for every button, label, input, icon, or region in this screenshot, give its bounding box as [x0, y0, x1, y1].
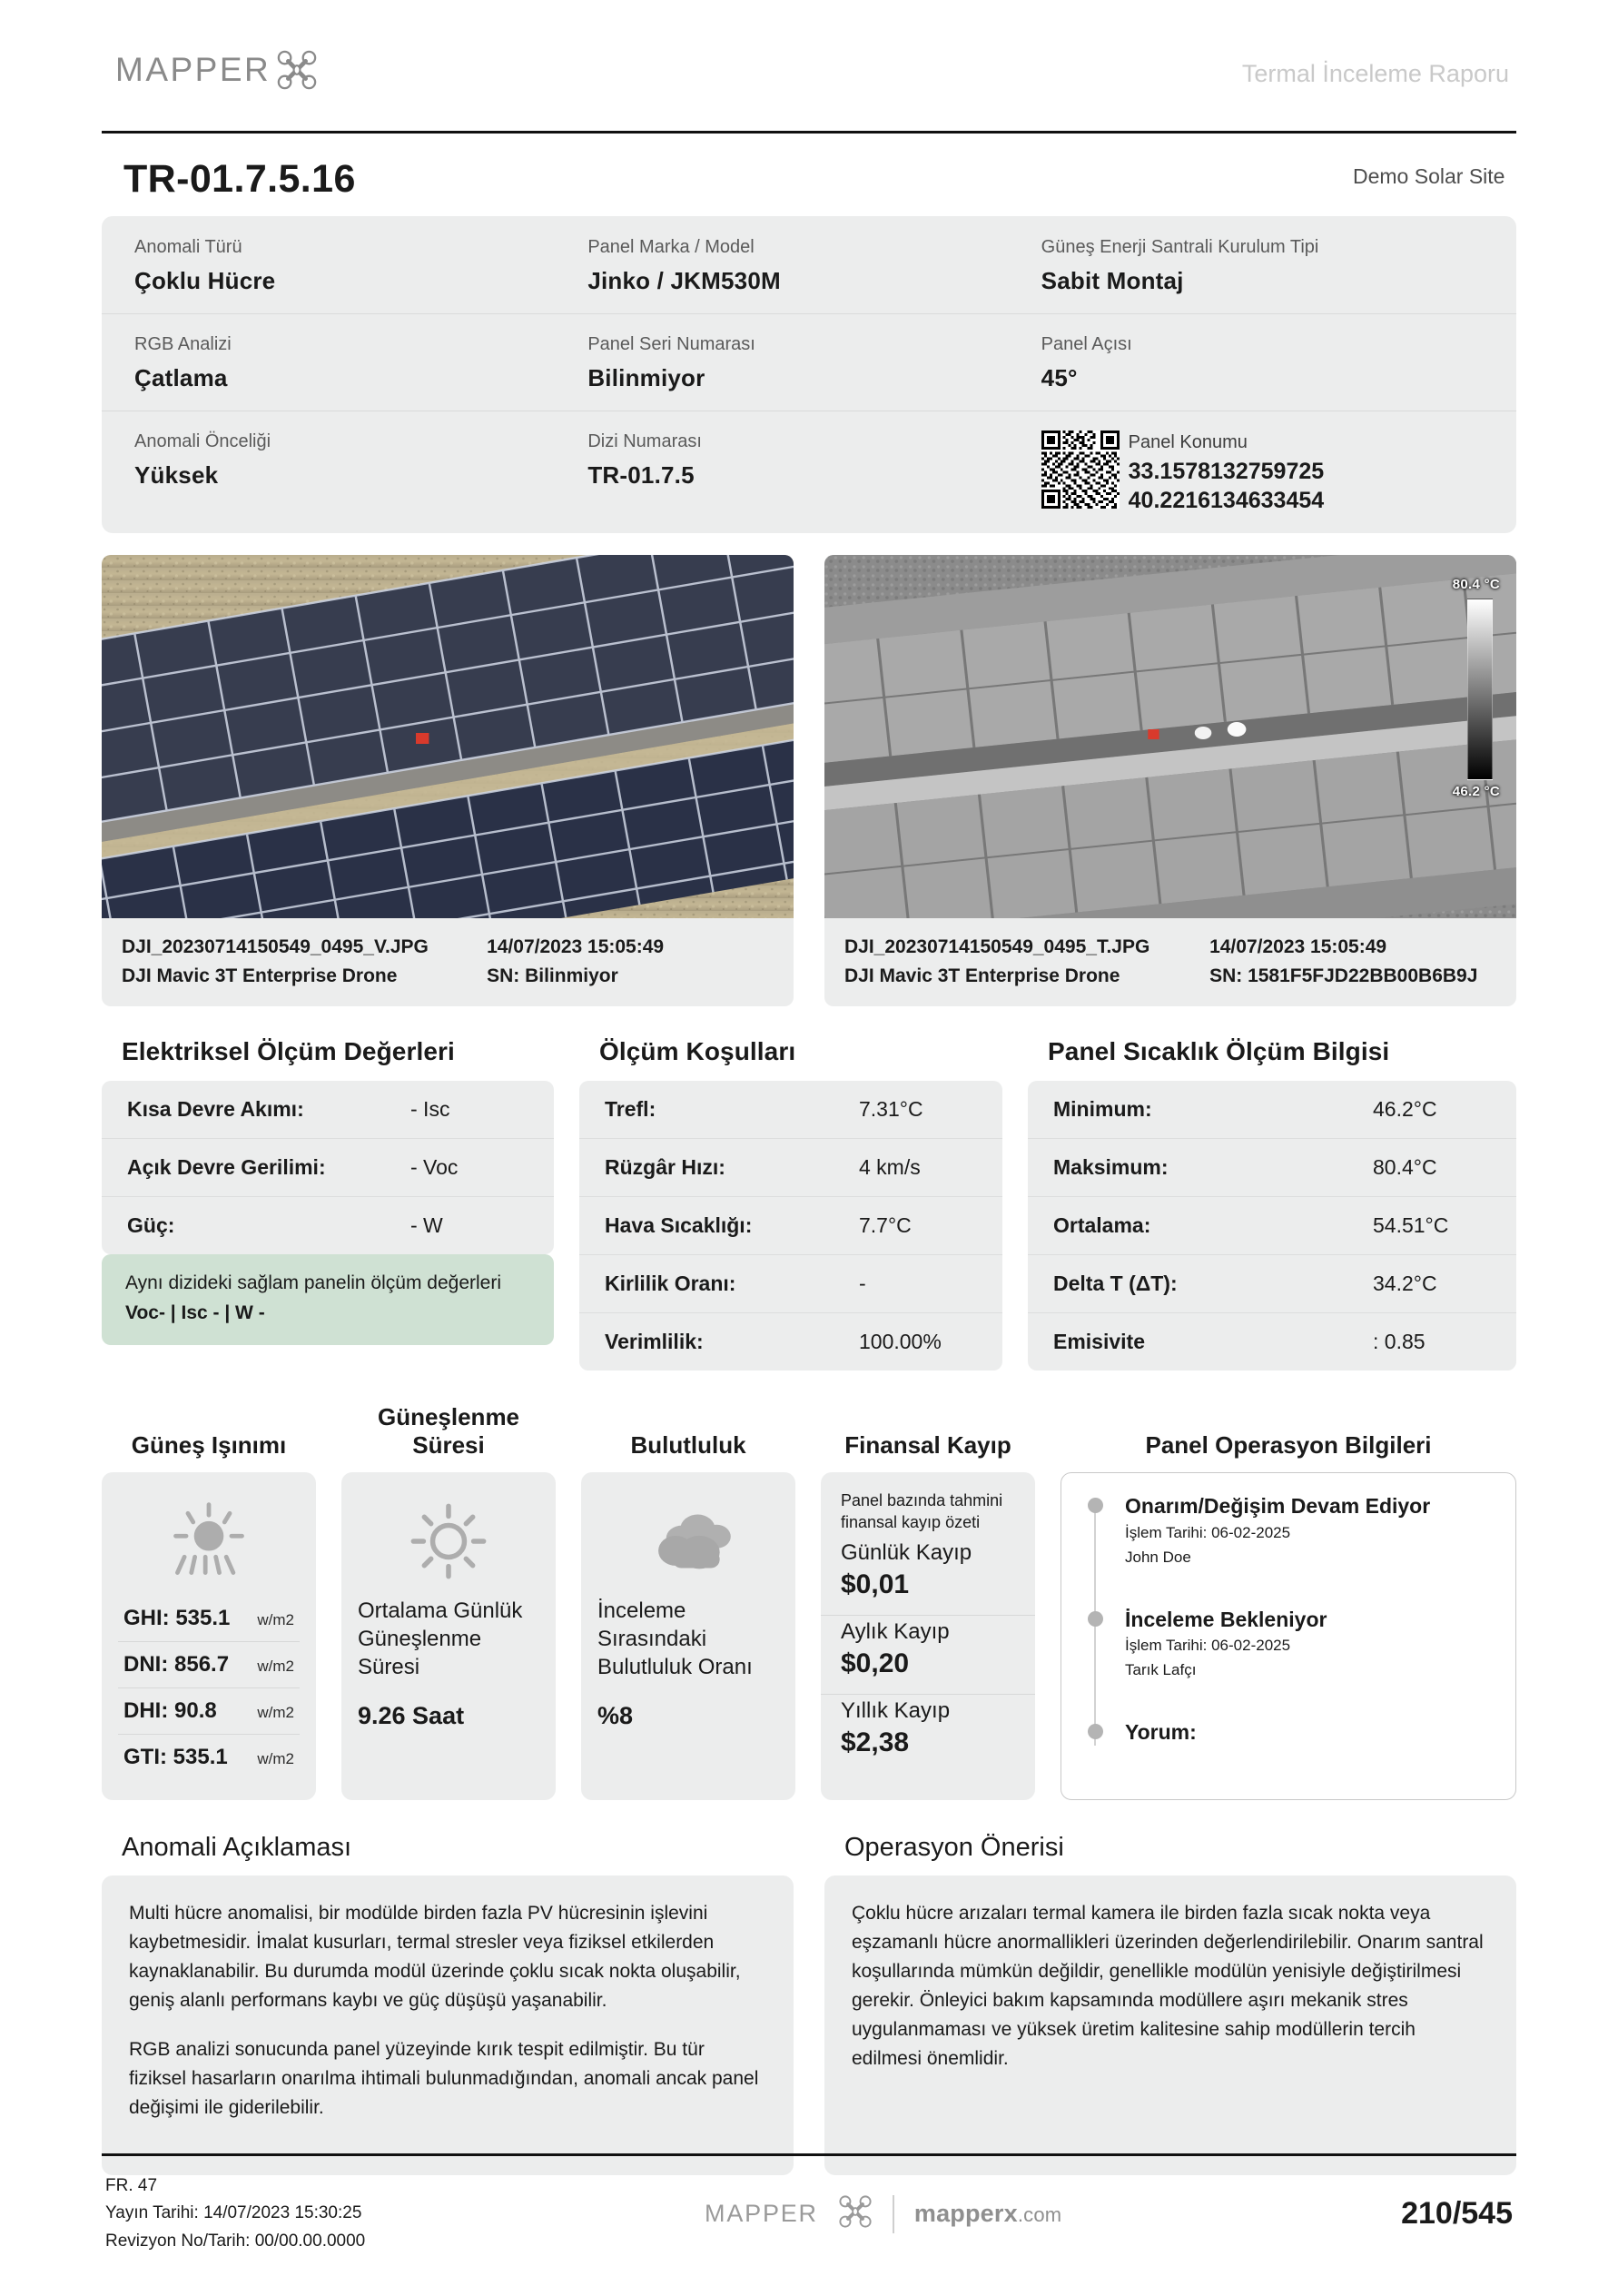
thermal-scale-max: 80.4 °C: [1452, 577, 1500, 593]
timeline-person: John Doe: [1125, 1548, 1191, 1566]
timeline-comment-label: Yorum:: [1125, 1720, 1197, 1745]
sunshine-heading: Güneşlenme Süresi: [377, 1403, 520, 1460]
financial-label: Yıllık Kayıp: [841, 1698, 951, 1724]
footer-logo-text: MAPPER: [705, 2200, 818, 2228]
footer-drone-icon: [838, 2194, 873, 2233]
row-key: Kısa Devre Akımı:: [127, 1097, 304, 1122]
conditions-table: [579, 1081, 1002, 1371]
info-label: Panel Seri Numarası: [587, 334, 755, 355]
site-name: Demo Solar Site: [1353, 164, 1505, 188]
info-label: Panel Açısı: [1041, 334, 1132, 355]
financial-label: Günlük Kayıp: [841, 1540, 972, 1566]
panel-longitude: 40.2216134633454: [1128, 488, 1325, 514]
footer-revision: Revizyon No/Tarih: 00/00.00.0000: [105, 2232, 366, 2251]
info-label: RGB Analizi: [134, 334, 232, 355]
irradiance-key: DNI: 856.7: [123, 1652, 230, 1677]
cloudiness-heading: Bulutluluk: [630, 1431, 746, 1460]
info-cell-panel-angle: [1036, 333, 1489, 392]
row-value: - Isc: [410, 1097, 450, 1122]
footer-website[interactable]: [914, 2200, 1061, 2228]
timeline-date: İşlem Tarihi: 06-02-2025: [1125, 1524, 1291, 1542]
thermal-filename: DJI_20230714150549_0495_T.JPG: [844, 936, 1150, 958]
list-item: [118, 1688, 300, 1735]
row-value: 46.2°C: [1373, 1097, 1437, 1122]
info-label: Anomali Önceliği: [134, 431, 271, 452]
operation-recommendation-heading: Operasyon Önerisi: [844, 1833, 1064, 1863]
temperature-table: [1028, 1081, 1516, 1371]
anomaly-info-panel: [102, 216, 1516, 533]
rgb-image-card: [102, 555, 794, 1006]
timeline-title: Onarım/Değişim Devam Ediyor: [1125, 1494, 1431, 1519]
row-value: 80.4°C: [1373, 1155, 1437, 1180]
info-cell-string-number: [582, 430, 1035, 515]
table-row: [1028, 1197, 1516, 1255]
thermal-color-scale: [1467, 599, 1493, 780]
timeline-title: İnceleme Bekleniyor: [1125, 1607, 1327, 1631]
thermal-drone: DJI Mavic 3T Enterprise Drone: [844, 965, 1120, 986]
info-cell-panel-location: [1036, 430, 1489, 515]
irradiance-unit: w/m2: [257, 1704, 294, 1722]
financial-note: Panel bazında tahmini finansal kayıp özeti: [841, 1491, 1003, 1531]
healthy-panel-note-text: Aynı dizideki sağlam panelin ölçüm değerleri: [125, 1272, 502, 1294]
financial-row: [821, 1695, 1035, 1773]
row-key: Delta T (ΔT):: [1053, 1272, 1178, 1296]
row-key: Açık Devre Gerilimi:: [127, 1155, 326, 1180]
timeline-item: [1125, 1607, 1492, 1681]
table-row: [1028, 1139, 1516, 1197]
rgb-serial: SN: Bilinmiyor: [487, 965, 618, 986]
table-row: [1028, 1081, 1516, 1139]
sun-rays-icon: [118, 1492, 300, 1590]
footer-separator: [893, 2195, 894, 2233]
table-row: [579, 1255, 1002, 1313]
row-value: 7.31°C: [859, 1097, 923, 1122]
electrical-heading: Elektriksel Ölçüm Değerleri: [122, 1037, 455, 1066]
row-key: Rüzgâr Hızı:: [605, 1155, 725, 1180]
table-row: [579, 1313, 1002, 1371]
thermal-timestamp: 14/07/2023 15:05:49: [1209, 936, 1387, 958]
financial-amount: $0,01: [841, 1569, 910, 1600]
irradiance-key: GTI: 535.1: [123, 1745, 228, 1770]
thermal-image-meta: [824, 918, 1516, 1006]
thermal-scale-min: 46.2 °C: [1452, 784, 1500, 800]
financial-heading: Finansal Kayıp: [844, 1431, 1011, 1460]
financial-row: [821, 1616, 1035, 1695]
row-key: Güç:: [127, 1213, 175, 1238]
row-key: Verimlilik:: [605, 1330, 704, 1354]
operation-recommendation-p1: Çoklu hücre arızaları termal kamera ile birden fazla sıcak nokta veya eşzamanlı hücre anormallikleri üzerinden değerlendirilebilir. Onarım santral koşullarında mümkün değildir, genellikle modülün yenisiyle değiştirilmesi gerekir. Önleyici bakım kapsamında modüllere aşırı mekanik stres uygulanmaması ve yüksek üretim kalitesine sahip modüllerin tercih edilmesi önemlidir.: [852, 1903, 1484, 2069]
page-footer: [102, 2153, 1516, 2256]
panel-location-texts: [1129, 430, 1325, 515]
table-row: [579, 1197, 1002, 1255]
anomaly-description-p1: Multi hücre anomalisi, bir modülde birden fazla PV hücresinin işlevini kaybetmesidir. İmalat kusurları, termal stresler veya fiziksel etkilerden kaynaklanabilir. Bu durumda modül üzerinde çoklu sıcak nokta oluşabilir, geniş alanlı performans kaybı ve güç düşüşü yaşanabilir.: [129, 1903, 741, 2012]
brand-logo: [102, 49, 318, 91]
info-value: Çatlama: [134, 364, 228, 392]
operation-recommendation-section: [824, 1833, 1516, 2175]
financial-amount: $2,38: [841, 1727, 910, 1758]
table-row: [1028, 1313, 1516, 1371]
timeline-dot-icon: [1088, 1724, 1103, 1739]
thermal-serial: SN: 1581F5FJD22BB00B6B9J: [1209, 965, 1478, 986]
footer-website-name: mapperx: [913, 2200, 1018, 2228]
healthy-panel-note: [102, 1254, 554, 1345]
thermal-image[interactable]: [824, 555, 1516, 918]
panel-latitude: 33.1578132759725: [1128, 459, 1325, 485]
info-row: [102, 313, 1516, 411]
anomaly-description-p2: RGB analizi sonucunda panel yüzeyinde kırık tespit edilmiştir. Bu tür fiziksel hasarların onarılma ihtimali bulunmadığından, anomali ancak panel değişimi ile giderilebilir.: [129, 2039, 759, 2118]
operations-heading: Panel Operasyon Bilgileri: [1145, 1431, 1432, 1460]
irradiance-key: DHI: 90.8: [123, 1698, 217, 1724]
rgb-timestamp: 14/07/2023 15:05:49: [487, 936, 665, 958]
info-cell-plant-mount-type: [1036, 236, 1489, 295]
anomaly-description-section: [102, 1833, 794, 2175]
timeline-date: İşlem Tarihi: 06-02-2025: [1125, 1637, 1291, 1655]
info-value: Jinko / JKM530M: [587, 267, 781, 294]
conditions-section: [579, 1037, 1002, 1371]
operations-card: [1061, 1472, 1516, 1800]
report-type-label: Termal İnceleme Raporu: [1241, 60, 1509, 87]
sunshine-value: 9.26 Saat: [358, 1701, 465, 1729]
irradiance-heading: Güneş Işınımı: [131, 1431, 287, 1460]
irradiance-unit: w/m2: [257, 1750, 294, 1768]
rgb-drone: DJI Mavic 3T Enterprise Drone: [122, 965, 398, 986]
footer-form-no: FR. 47: [105, 2175, 158, 2195]
temperature-heading: Panel Sıcaklık Ölçüm Bilgisi: [1048, 1037, 1390, 1066]
electrical-table: [102, 1081, 554, 1254]
brand-logo-text: MAPPER: [115, 51, 271, 88]
info-value: Çoklu Hücre: [134, 267, 276, 294]
operation-recommendation-box: [824, 1875, 1516, 2175]
cloudiness-value: %8: [597, 1701, 634, 1729]
info-cell-panel-serial: [582, 333, 1035, 392]
panel-location-label: Panel Konumu: [1128, 432, 1248, 453]
table-row: [102, 1139, 554, 1197]
footer-website-tld: .com: [1017, 2203, 1062, 2227]
row-key: Maksimum:: [1053, 1155, 1169, 1180]
title-row: [102, 134, 1516, 216]
timeline-item: [1125, 1719, 1492, 1746]
list-item: [118, 1642, 300, 1688]
row-key: Minimum:: [1053, 1097, 1152, 1122]
row-value: 7.7°C: [859, 1213, 912, 1238]
table-row: [1028, 1255, 1516, 1313]
qr-code-icon[interactable]: [1041, 430, 1120, 509]
table-row: [579, 1081, 1002, 1139]
info-row: [102, 216, 1516, 313]
row-value: -: [859, 1272, 866, 1296]
cloud-icon: [597, 1492, 779, 1590]
info-cell-rgb-analysis: [129, 333, 582, 392]
irradiance-key: GHI: 535.1: [123, 1606, 231, 1631]
info-value: TR-01.7.5: [587, 461, 695, 490]
info-cell-panel-brand-model: [582, 236, 1035, 295]
irradiance-list: [118, 1596, 300, 1780]
financial-label: Aylık Kayıp: [841, 1619, 950, 1645]
row-key: Emisivite: [1053, 1330, 1145, 1354]
thermal-image-card: [824, 555, 1516, 1006]
info-cell-anomaly-type: [129, 236, 582, 295]
list-item: [118, 1596, 300, 1642]
info-value: Sabit Montaj: [1041, 267, 1184, 294]
healthy-panel-note-values: Voc- | Isc - | W -: [125, 1302, 265, 1324]
table-row: [102, 1197, 554, 1254]
strip-headings: [102, 1403, 1516, 1460]
table-row: [102, 1081, 554, 1139]
list-item: [118, 1735, 300, 1780]
row-value: 54.51°C: [1373, 1213, 1449, 1238]
info-label: Anomali Türü: [134, 237, 242, 257]
irradiance-unit: w/m2: [257, 1611, 294, 1629]
footer-brand: [705, 2194, 1061, 2233]
row-key: Kirlilik Oranı:: [605, 1272, 736, 1296]
sunshine-card: [341, 1472, 556, 1800]
temperature-section: [1028, 1037, 1516, 1371]
info-value: Yüksek: [134, 461, 219, 490]
cloudiness-description: İnceleme Sırasındaki Bulutluluk Oranı: [597, 1598, 753, 1679]
irradiance-unit: w/m2: [257, 1658, 294, 1676]
financial-card: [821, 1472, 1035, 1800]
timeline-dot-icon: [1088, 1498, 1103, 1513]
row-value: : 0.85: [1373, 1330, 1426, 1354]
timeline-item: [1125, 1493, 1492, 1568]
info-value: 45°: [1041, 364, 1078, 392]
electrical-section: [102, 1037, 554, 1371]
irradiance-card: [102, 1472, 316, 1800]
info-label: Panel Marka / Model: [587, 237, 755, 257]
anomaly-description-box: [102, 1875, 794, 2175]
page-header: [102, 0, 1516, 114]
anomaly-description-heading: Anomali Açıklaması: [122, 1833, 352, 1863]
measurement-tables: [102, 1037, 1516, 1371]
inspection-images: [102, 555, 1516, 1006]
sun-icon: [358, 1492, 539, 1590]
footer-document-info: [102, 2172, 365, 2256]
info-value: Bilinmiyor: [587, 364, 705, 392]
page-title: TR-01.7.5.16: [123, 157, 356, 201]
financial-amount: $0,20: [841, 1648, 910, 1679]
table-row: [579, 1139, 1002, 1197]
sunshine-description: Ortalama Günlük Güneşlenme Süresi: [358, 1598, 523, 1679]
timeline-dot-icon: [1088, 1611, 1103, 1627]
row-value: - W: [410, 1213, 443, 1238]
cloudiness-card: [581, 1472, 795, 1800]
timeline-person: Tarık Lafçı: [1125, 1661, 1197, 1679]
description-row: [102, 1833, 1516, 2175]
rgb-filename: DJI_20230714150549_0495_V.JPG: [122, 936, 429, 958]
drone-icon: [276, 49, 318, 91]
strip-cards: [102, 1472, 1516, 1800]
info-label: Güneş Enerji Santrali Kurulum Tipi: [1041, 237, 1319, 257]
row-value: 34.2°C: [1373, 1272, 1437, 1296]
info-row: [102, 411, 1516, 533]
row-key: Ortalama:: [1053, 1213, 1151, 1238]
rgb-image[interactable]: [102, 555, 794, 918]
row-key: Hava Sıcaklığı:: [605, 1213, 753, 1238]
footer-publish-date: Yayın Tarihi: 14/07/2023 15:30:25: [105, 2203, 362, 2223]
info-cell-anomaly-priority: [129, 430, 582, 515]
conditions-heading: Ölçüm Koşulları: [599, 1037, 796, 1066]
page-number: 210/545: [1401, 2196, 1513, 2232]
row-value: - Voc: [410, 1155, 459, 1180]
financial-row: [821, 1537, 1035, 1616]
row-value: 4 km/s: [859, 1155, 921, 1180]
operations-timeline: [1085, 1493, 1492, 1745]
row-key: Trefl:: [605, 1097, 656, 1122]
row-value: 100.00%: [859, 1330, 942, 1354]
info-label: Dizi Numarası: [587, 431, 702, 452]
rgb-image-meta: [102, 918, 794, 1006]
